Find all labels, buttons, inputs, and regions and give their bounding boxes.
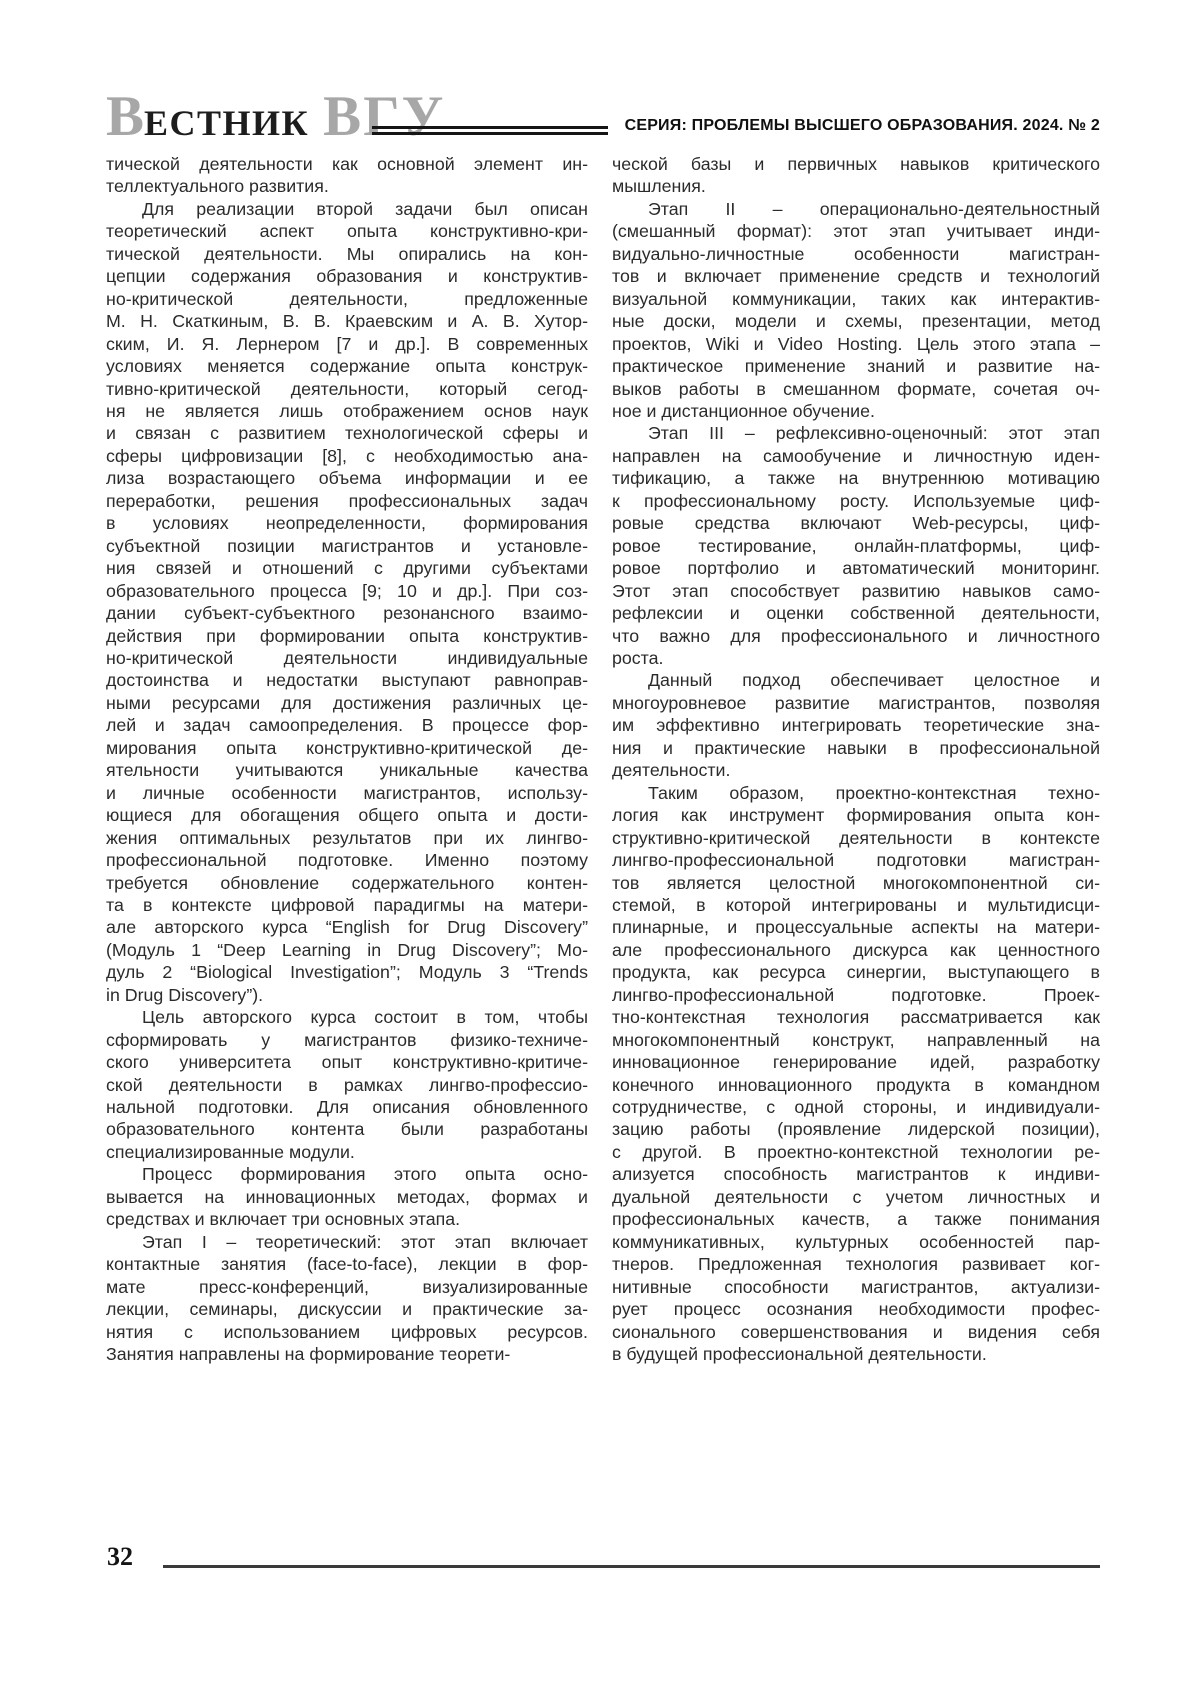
text-line: видуально-личностные особенности магистран-: [612, 243, 1100, 264]
text-line: Процесс формирования этого опыта осно-: [142, 1164, 588, 1185]
text-line: М. Н. Скаткиным, В. В. Краевским и А. В. Хутор-: [106, 311, 588, 332]
footer-rule: [163, 1565, 1100, 1568]
text-line: и личные особенности магистрантов, использу-: [106, 782, 588, 803]
text-line: конечного инновационного продукта в командном: [612, 1074, 1100, 1095]
text-line: рует процесс осознания необходимости профес-: [612, 1299, 1100, 1320]
text-line: им эффективно интегрировать теоретические зна-: [612, 715, 1100, 736]
text-line: образовательного контента были разработаны: [106, 1119, 588, 1140]
text-line: плинарные, и процессуальные аспекты на матери-: [612, 917, 1100, 938]
text-line: дании субъект-субъектного резонансного взаимо-: [106, 603, 588, 624]
text-line: в будущей профессиональной деятельности.: [612, 1344, 987, 1365]
logo-university-abbr: ВГУ: [323, 85, 446, 148]
text-line: действия при формировании опыта конструктив-: [106, 625, 588, 646]
text-line: направлен на самообучение и личностную иден-: [612, 445, 1100, 466]
text-line: ня не является лишь отображением основ наук: [106, 400, 588, 421]
text-line: практическое применение знаний и развитие на-: [612, 356, 1100, 377]
text-line: рефлексии и оценки собственной деятельности,: [612, 603, 1100, 624]
text-line: Данный подход обеспечивает целостное и: [648, 670, 1100, 691]
text-line: сферы цифровизации [8], с необходимостью ана-: [106, 445, 588, 466]
text-line: тно-контекстная технология рассматривается как: [612, 1007, 1100, 1028]
text-line: специализированные модули.: [106, 1141, 355, 1162]
text-line: в условиях неопределенности, формирования: [106, 513, 588, 534]
text-line: ющиеся для обогащения общего опыта и дости-: [106, 805, 588, 826]
text-line: тической деятельности как основной элемент ин-: [106, 154, 588, 174]
text-line: роста.: [612, 647, 664, 668]
text-line: и связан с развитием технологической сферы и: [106, 423, 588, 444]
text-line: структивно-критической деятельности в контексте: [612, 827, 1100, 848]
text-line: Занятия направлены на формирование теорети-: [106, 1344, 511, 1365]
journal-logo: [106, 85, 446, 154]
text-line: тов является целостной многокомпонентной си-: [612, 872, 1100, 893]
text-line: требуется обновление содержательного контен-: [106, 872, 588, 893]
text-line: ческой базы и первичных навыков критического: [612, 154, 1100, 174]
text-line: но-критической деятельности индивидуальные: [106, 647, 588, 668]
text-line: Этап III – рефлексивно-оценочный: этот этап: [648, 423, 1100, 444]
text-line: сотрудничестве, с одной стороны, и индивидуали-: [612, 1097, 1100, 1118]
header-double-rule: [372, 126, 608, 135]
text-line: але профессионального дискурса как ценностного: [612, 939, 1100, 960]
text-line: выков работы в смешанном формате, сочетая оч-: [612, 378, 1100, 399]
text-line: визуальной коммуникации, таких как интерактив-: [612, 288, 1100, 309]
column-right: [612, 153, 1100, 1365]
text-line: (Модуль 1 “Deep Learning in Drug Discovery”; Мо-: [106, 939, 588, 960]
text-line: что важно для профессионального и личностного: [612, 625, 1100, 646]
text-line: зацию работы (проявление лидерской позиции),: [612, 1119, 1100, 1140]
text-line: Этап I – теоретический: этот этап включает: [142, 1231, 588, 1252]
text-line: мышления.: [612, 176, 706, 197]
text-line: продукта, как ресурса синергии, выступающего в: [612, 962, 1100, 983]
text-line: ятельности учитываются уникальные качества: [106, 760, 588, 781]
text-line: тической деятельности. Мы опирались на кон-: [106, 243, 588, 264]
text-line: лингво-профессиональной подготовки магистран-: [612, 850, 1100, 871]
text-line: средствах и включает три основных этапа.: [106, 1209, 461, 1230]
text-line: деятельности.: [612, 760, 731, 781]
text-line: ализуется способность магистрантов к индиви-: [612, 1164, 1100, 1185]
text-line: тивно-критической деятельности, который сегод-: [106, 378, 588, 399]
text-line: многокомпонентный конструкт, направленный на: [612, 1029, 1100, 1050]
text-line: лекции, семинары, дискуссии и практические за-: [106, 1299, 588, 1320]
text-line: ского университета опыт конструктивно-критиче-: [106, 1052, 588, 1073]
text-line: переработки, решения профессиональных задач: [106, 490, 588, 511]
text-line: стемой, в которой интегрированы и мультидисци-: [612, 894, 1100, 915]
text-line: теллектуального развития.: [106, 176, 329, 197]
text-line: Этот этап способствует развитию навыков само-: [612, 580, 1100, 601]
text-line: in Drug Discovery”).: [106, 984, 264, 1005]
text-line: нитивные способности магистрантов, актуализи-: [612, 1276, 1100, 1297]
logo-initial-letter: В: [106, 85, 145, 148]
page-number: 32: [107, 1542, 133, 1571]
text-line: Этап II – операционально-деятельностный: [648, 198, 1100, 219]
text-line: ные доски, модели и схемы, презентации, метод: [612, 311, 1100, 332]
article-body: [106, 153, 1100, 1365]
text-line: теоретический аспект опыта конструктивно-кри-: [106, 221, 588, 242]
text-line: контактные занятия (face-to-face), лекции в фор-: [106, 1254, 588, 1275]
text-line: сформировать у магистрантов физико-техниче-: [106, 1029, 588, 1050]
text-line: Таким образом, проектно-контекстная техно-: [648, 782, 1100, 803]
text-line: жения оптимальных результатов при их лингво-: [106, 827, 588, 848]
text-line: мирования опыта конструктивно-критической де-: [106, 737, 588, 758]
text-line: Цель авторского курса состоит в том, чтобы: [142, 1007, 588, 1028]
text-line: профессиональной подготовке. Именно поэтому: [106, 850, 588, 871]
text-line: логия как инструмент формирования опыта кон-: [612, 805, 1100, 826]
text-line: коммуникативных, культурных особенностей пар-: [612, 1231, 1100, 1252]
text-line: сионального совершенствования и видения себя: [612, 1321, 1100, 1342]
text-line: ния и практические навыки в профессиональной: [612, 737, 1100, 758]
text-line: образовательного процесса [9; 10 и др.]. При соз-: [106, 580, 588, 601]
text-line: ским, И. Я. Лернером [7 и др.]. В современных: [106, 333, 588, 354]
text-line: але авторского курса “English for Drug Discovery”: [106, 917, 588, 938]
text-line: субъектной позиции магистрантов и установле-: [106, 535, 588, 556]
text-line: ской деятельности в рамках лингво-профессио-: [106, 1074, 588, 1095]
text-line: та в контексте цифровой парадигмы на матери-: [106, 894, 588, 915]
text-line: нятия с использованием цифровых ресурсов.: [106, 1321, 588, 1342]
column-left: [106, 153, 588, 1365]
text-line: мате пресс-конференций, визуализированные: [106, 1276, 588, 1297]
text-line: лиза возрастающего объема информации и ее: [106, 468, 588, 489]
text-line: вывается на инновационных методах, формах и: [106, 1186, 588, 1207]
logo-word-rest: ЕСТНИК: [144, 103, 310, 143]
text-line: тов и включает применение средств и технологий: [612, 266, 1100, 287]
text-line: дуль 2 “Biological Investigation”; Модуль 3 “Trends: [106, 962, 588, 983]
text-line: инновационное генерирование идей, разработку: [612, 1052, 1100, 1073]
text-line: многоуровневое развитие магистрантов, позволяя: [612, 692, 1100, 713]
text-line: тификацию, а также на внутреннюю мотивацию: [612, 468, 1100, 489]
text-line: нальной подготовки. Для описания обновленного: [106, 1097, 588, 1118]
text-line: проектов, Wiki и Video Hosting. Цель этого этапа –: [612, 333, 1100, 354]
text-line: к профессиональному росту. Используемые циф-: [612, 490, 1100, 511]
text-line: с другой. В проектно-контекстной технологии ре-: [612, 1141, 1100, 1162]
text-line: ровое тестирование, онлайн-платформы, циф-: [612, 535, 1100, 556]
text-line: Для реализации второй задачи был описан: [142, 198, 588, 219]
text-line: (смешанный формат): этот этап учитывает инди-: [612, 221, 1100, 242]
text-line: достоинства и недостатки выступают равноправ-: [106, 670, 588, 691]
text-line: лей и задач самоопределения. В процессе фор-: [106, 715, 588, 736]
text-line: но-критической деятельности, предложенные: [106, 288, 588, 309]
text-line: ния связей и отношений с другими субъектами: [106, 558, 588, 579]
text-line: ровое портфолио и автоматический мониторинг.: [612, 558, 1100, 579]
text-line: ное и дистанционное обучение.: [612, 400, 875, 421]
text-line: тнеров. Предложенная технология развивает ког-: [612, 1254, 1100, 1275]
text-line: профессиональных качеств, а также понимания: [612, 1209, 1100, 1230]
series-title: СЕРИЯ: ПРОБЛЕМЫ ВЫСШЕГО ОБРАЗОВАНИЯ. 2024. № 2: [624, 117, 1100, 134]
text-line: ными ресурсами для достижения различных це-: [106, 692, 588, 713]
text-line: условиях меняется содержание опыта конструк-: [106, 356, 588, 377]
text-line: лингво-профессиональной подготовке. Проек-: [612, 984, 1100, 1005]
text-line: дуальной деятельности с учетом личностных и: [612, 1186, 1100, 1207]
text-line: ровые средства включают Web-ресурсы, циф-: [612, 513, 1100, 534]
text-line: цепции содержания образования и конструктив-: [106, 266, 588, 287]
